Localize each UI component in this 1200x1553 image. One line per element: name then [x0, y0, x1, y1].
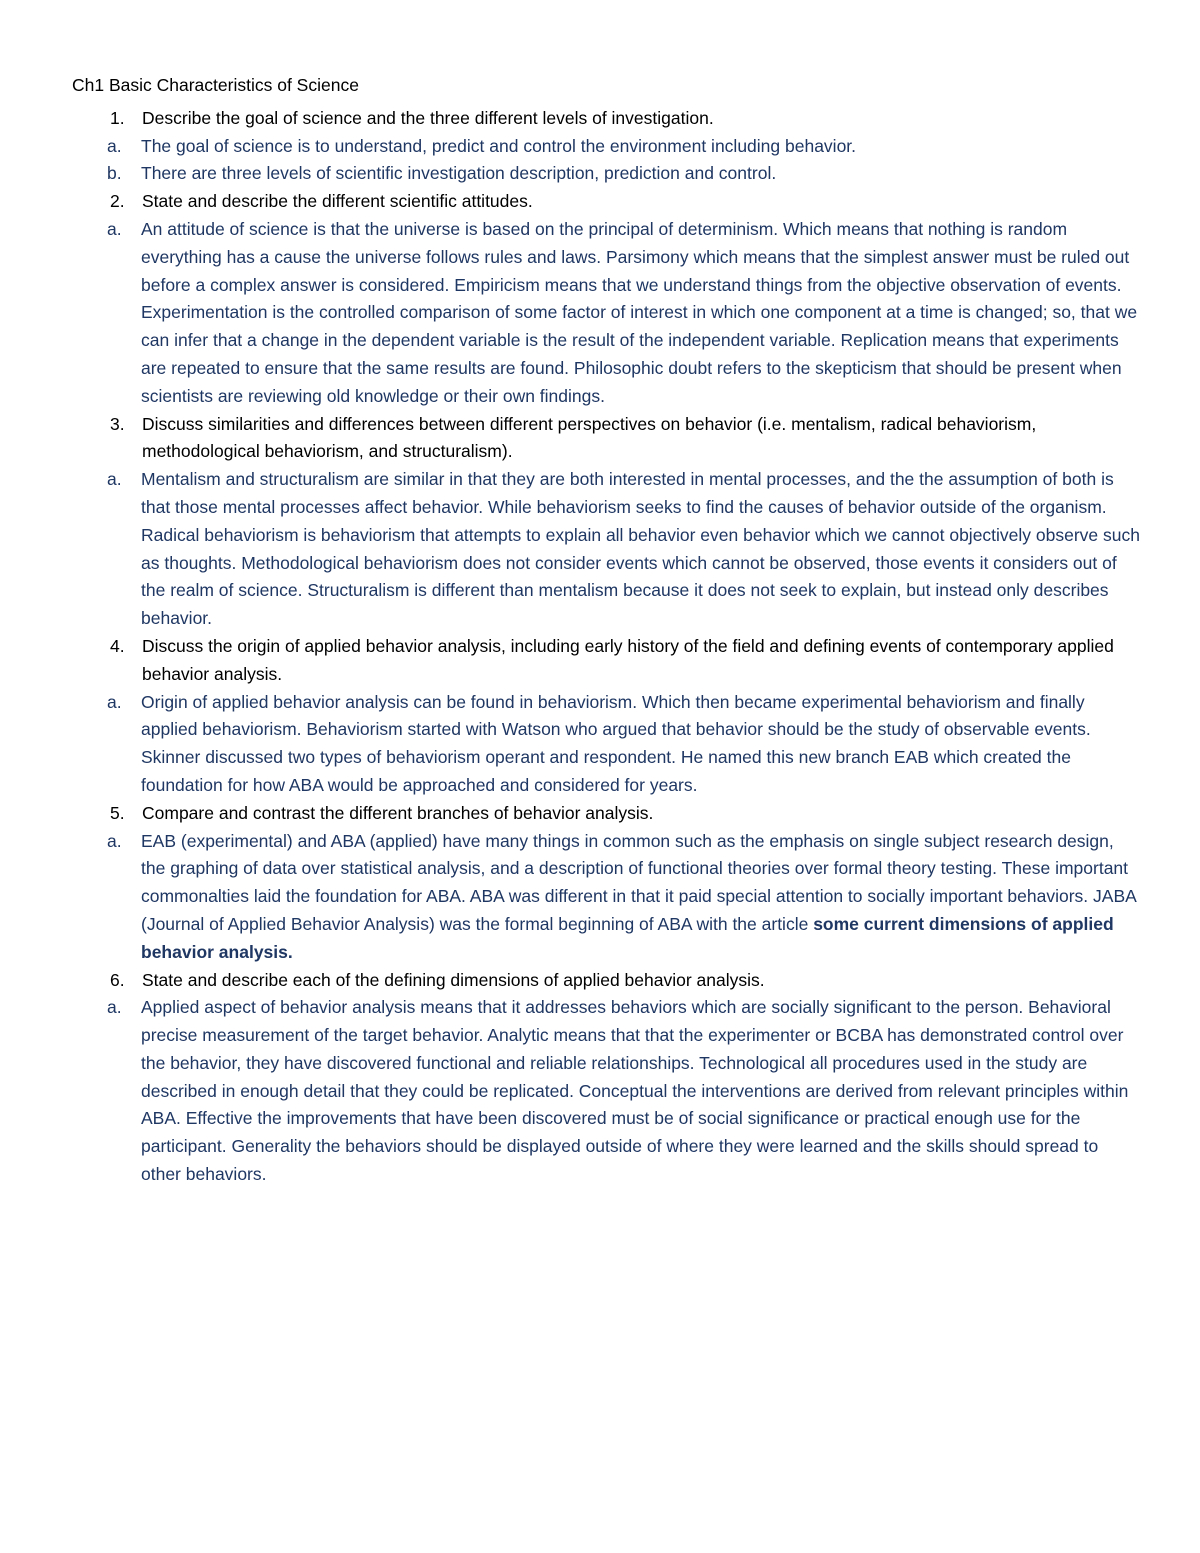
question-5 — [72, 800, 1142, 828]
question-number: 5. — [110, 802, 125, 823]
question-3 — [72, 411, 1142, 467]
answer-letter: b. — [107, 163, 122, 184]
answer-letter: a. — [107, 218, 122, 239]
document-page — [72, 72, 1142, 1189]
answer-3a — [72, 466, 1142, 633]
question-number: 6. — [110, 969, 125, 990]
answer-1b — [72, 160, 1142, 188]
question-2 — [72, 188, 1142, 216]
question-6 — [72, 967, 1142, 995]
question-number: 2. — [110, 191, 125, 212]
answer-letter: a. — [107, 469, 122, 490]
question-text: Discuss the origin of applied behavior analysis, including early history of the field and defining events of contemporary applied behavior analysis. — [142, 635, 1114, 684]
answer-text: Origin of applied behavior analysis can be found in behaviorism. Which then became experimental behaviorism and finally applied behaviorism. Behaviorism started with Watson who argued that behavior should be the study of observable events. Skinner discussed two types of behaviorism operant and respondent. He named this new branch EAB which created the foundation for how ABA would be approached and considered for years. — [141, 691, 1091, 795]
answer-letter: a. — [107, 691, 122, 712]
question-text: Describe the goal of science and the three different levels of investigation. — [142, 107, 714, 128]
answer-text: Applied aspect of behavior analysis means that it addresses behaviors which are socially significant to the person. Behavioral precise measurement of the target behavior. Analytic means that that the experimenter or BCBA has demonstrated control over the behavior, they have discovered functional and reliable relationships. Technological all procedures used in the study are described in enough detail that they could be replicated. Conceptual the interventions are derived from relevant principles within ABA. Effective the improvements that have been discovered must be of social significance or practical enough use for the participant. Generality the behaviors should be displayed outside of where they were learned and the skills should spread to other behaviors. — [141, 997, 1129, 1185]
article-title: some current dimensions of applied behavior analysis. — [141, 913, 1114, 962]
answer-letter: a. — [107, 997, 122, 1018]
question-text: State and describe each of the defining dimensions of applied behavior analysis. — [142, 969, 765, 990]
question-text: Discuss similarities and differences between different perspectives on behavior (i.e. mentalism, radical behaviorism, methodological behaviorism, and structuralism). — [142, 413, 1037, 462]
question-number: 4. — [110, 635, 125, 656]
question-text: Compare and contrast the different branches of behavior analysis. — [142, 802, 654, 823]
answer-text: There are three levels of scientific investigation description, prediction and control. — [141, 163, 777, 184]
answer-6a — [72, 994, 1142, 1189]
answer-text: An attitude of science is that the universe is based on the principal of determinism. Which means that nothing is random everything has a cause the universe follows rules and laws. Parsimony which means that the simplest answer must be ruled out before a complex answer is considered. Empiricism means that we understand things from the objective observation of events. Experimentation is the controlled comparison of some factor of interest in which one component at a time is changed; so, that we can infer that a change in the dependent variable is the result of the independent variable. Replication means that experiments are repeated to ensure that the same results are found. Philosophic doubt refers to the skepticism that should be present when scientists are reviewing old knowledge or their own findings. — [141, 218, 1138, 406]
answer-5a — [72, 828, 1142, 967]
answer-text: Mentalism and structuralism are similar in that they are both interested in mental processes, and the the assumption of both is that those mental processes affect behavior. While behaviorism seeks to find the causes of behavior outside of the organism. Radical behaviorism is behaviorism that attempts to explain all behavior even behavior which we cannot objectively observe such as thoughts. Methodological behaviorism does not consider events which cannot be observed, those events it considers out of the realm of science. Structuralism is different than mentalism because it does not seek to explain, but instead only describes behavior. — [141, 469, 1140, 629]
question-number: 1. — [110, 107, 125, 128]
answer-letter: a. — [107, 135, 122, 156]
question-1 — [72, 105, 1142, 133]
page-title: Ch1 Basic Characteristics of Science — [72, 75, 359, 95]
answer-text: The goal of science is to understand, predict and control the environment including behavior. — [141, 135, 857, 156]
answer-text: EAB (experimental) and ABA (applied) have many things in common such as the emphasis on single subject research design, the graphing of data over statistical analysis, and a description of functional theories over formal theory testing. These important commonalties laid the foundation for ABA. ABA was different in that it paid special attention to socially important behaviors. JABA (Journal of Applied Behavior Analysis) was the formal beginning of ABA with the article — [141, 830, 1136, 934]
question-text: State and describe the different scientific attitudes. — [142, 191, 533, 212]
answer-letter: a. — [107, 830, 122, 851]
question-4 — [72, 633, 1142, 689]
answer-4a — [72, 689, 1142, 800]
answer-1a — [72, 133, 1142, 161]
answer-2a — [72, 216, 1142, 411]
question-number: 3. — [110, 413, 125, 434]
